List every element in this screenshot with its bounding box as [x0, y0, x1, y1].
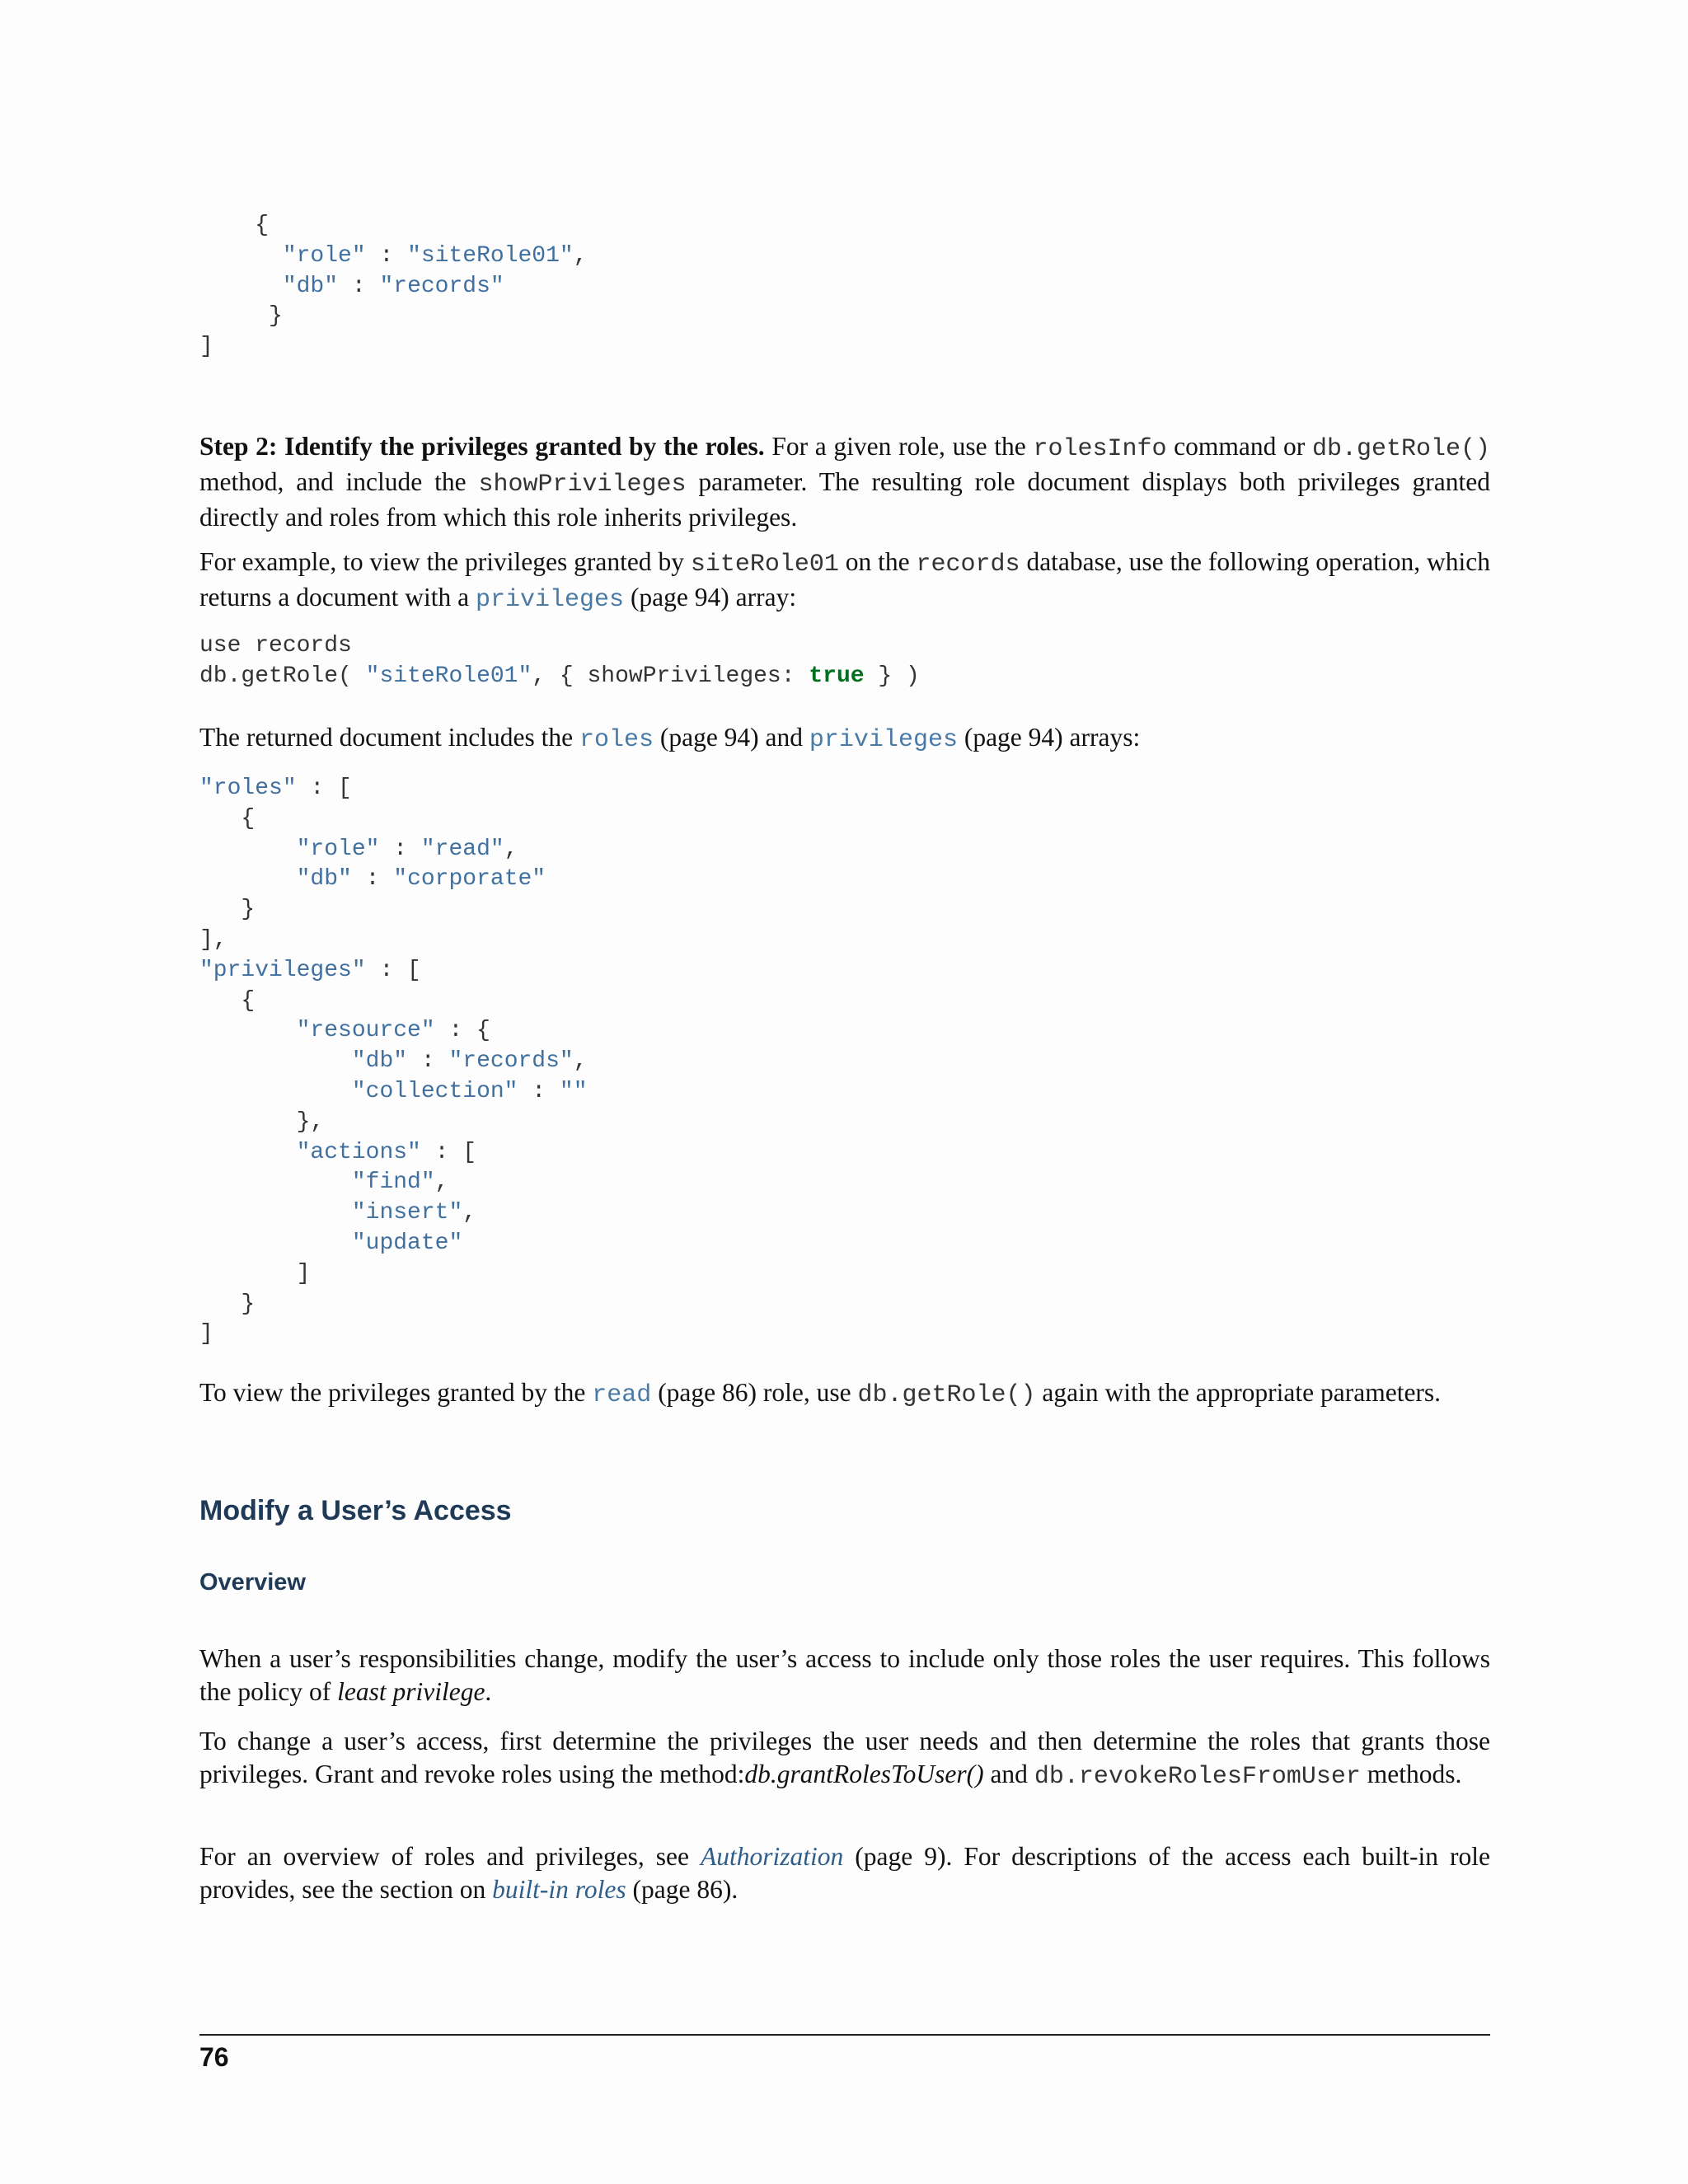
code-block-roles-tail: { "role" : "siteRole01", "db" : "records" } ]	[199, 213, 588, 360]
example-paragraph: For example, to view the privileges granted by siteRole01 on the records database, use the following operation, which returns a document with a privileges (page 94) array:	[199, 547, 1490, 614]
code-block-getrole: use records db.getRole( "siteRole01", { showPrivileges: true } )	[199, 633, 920, 689]
privileges-link[interactable]: privileges	[476, 586, 625, 614]
page-number: 76	[199, 2042, 229, 2072]
rolesinfo-command: rolesInfo	[1033, 435, 1167, 463]
privileges-link-2[interactable]: privileges	[809, 726, 958, 754]
footer-rule	[199, 2034, 1490, 2036]
overview-paragraph-1: When a user’s responsibilities change, modify the user’s access to include only those roles the user requires. This follows the policy of least privilege.	[199, 1644, 1490, 1706]
roles-link[interactable]: roles	[579, 726, 654, 754]
read-role-link[interactable]: read	[592, 1381, 652, 1409]
step2-paragraph: Step 2: Identify the privileges granted by the roles. For a given role, use the rolesInfo command or db.getRole() method, and include the showPrivileges parameter. The resulting role document displays both privileges granted directly and roles from which this role inherits privileges.	[199, 432, 1491, 532]
step2-lead: Step 2: Identify the privileges granted by the roles.	[199, 432, 765, 461]
built-in-roles-link[interactable]: built-in roles	[492, 1875, 626, 1904]
code-block-role-document: "roles" : [ { "role" : "read", "db" : "corporate" } ], "privileges" : [ { "resource" : { "db" : "records", "collection" : "" }, "actions" : [ "find", "insert", "update" ] } ]	[199, 776, 588, 1347]
authorization-link[interactable]: Authorization	[701, 1842, 844, 1871]
overview-paragraph-2: To change a user’s access, first determine the privileges the user needs and then determine the roles that grants those privileges. Grant and revoke roles using the method:db.grantRolesToUser() and db.revokeRolesFromUser methods.	[199, 1727, 1490, 1791]
getrole-method: db.getRole()	[1311, 435, 1490, 463]
showprivileges-param: showPrivileges	[478, 471, 687, 499]
view-privileges-paragraph: To view the privileges granted by the read (page 86) role, use db.getRole() again with the appropriate parameters.	[199, 1378, 1442, 1409]
section-title: Modify a User’s Access	[199, 1495, 512, 1526]
overview-paragraph-3: For an overview of roles and privileges, see Authorization (page 9). For descriptions of the access each built-in role provides, see the section on built-in roles (page 86).	[199, 1842, 1490, 1904]
returned-paragraph: The returned document includes the roles (page 94) and privileges (page 94) arrays:	[199, 723, 1141, 754]
subsection-title: Overview	[199, 1569, 306, 1596]
